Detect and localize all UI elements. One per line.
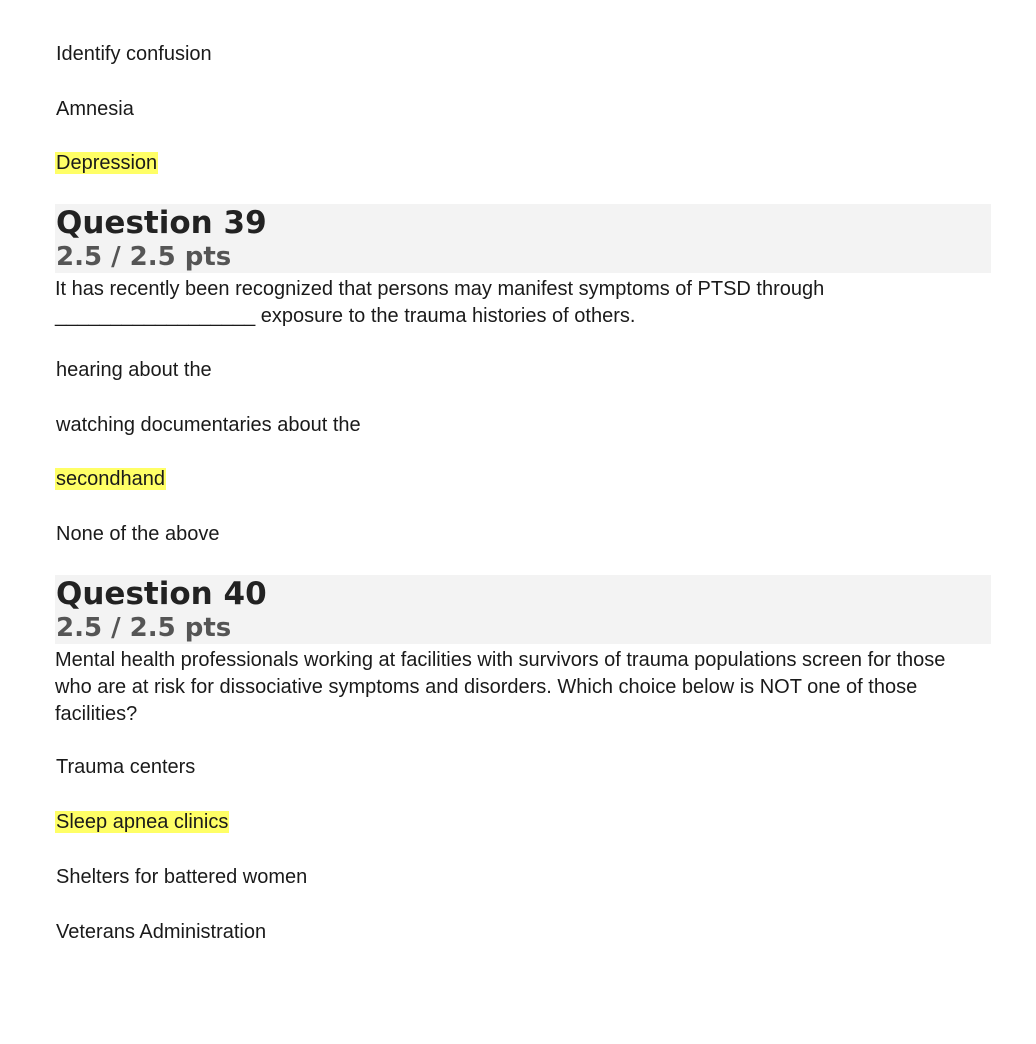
answer-text: Shelters for battered women [56,866,308,888]
answer-option [55,357,213,383]
question-text-line: Mental health professionals working at facilities with survivors of trauma populations screen for those [55,649,946,671]
answer-option-correct [55,150,158,176]
question-text-line: __________________ exposure to the trauma histories of others. [55,305,636,327]
answer-option-correct [55,809,229,835]
answer-text: Amnesia [56,98,134,120]
question-text-line: It has recently been recognized that persons may manifest symptoms of PTSD through [55,278,825,300]
answer-option [55,96,135,122]
question-points: 2.5 / 2.5 pts [56,242,232,272]
answer-option [55,41,213,67]
question-text [55,276,985,330]
question-text-line: who are at risk for dissociative symptoms and disorders. Which choice below is NOT one of those [55,676,918,698]
answer-text: watching documentaries about the [56,414,361,436]
answer-option-correct [55,466,166,492]
answer-text: None of the above [56,523,220,545]
answer-option [55,919,267,945]
answer-text-highlighted: Depression [56,152,158,174]
question-title: Question 39 [56,205,267,241]
question-header [55,204,991,273]
question-title: Question 40 [56,576,267,612]
answer-option [55,521,220,547]
answer-text: hearing about the [56,359,212,381]
question-header [55,575,991,644]
question-points: 2.5 / 2.5 pts [56,613,232,643]
answer-text: Trauma centers [56,756,196,778]
answer-text-highlighted: secondhand [56,468,165,490]
answer-text-highlighted: Sleep apnea clinics [56,811,229,833]
question-text-line: facilities? [55,703,138,725]
answer-option [55,864,308,890]
answer-option [55,412,362,438]
answer-text: Veterans Administration [56,921,267,943]
answer-option [55,754,196,780]
question-text [55,647,985,728]
answer-text: Identify confusion [56,43,212,65]
